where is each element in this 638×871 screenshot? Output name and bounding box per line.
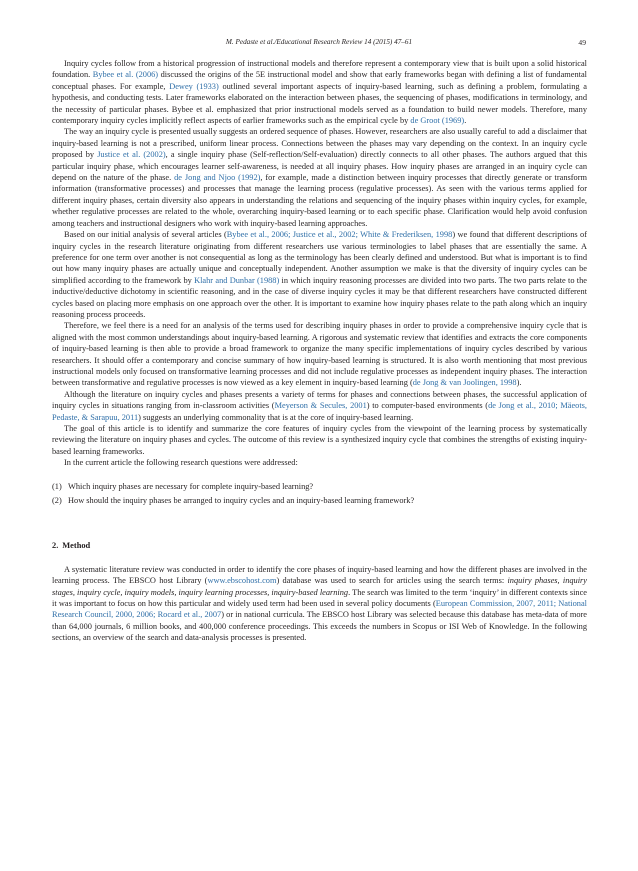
text-run: Therefore, we feel there is a need for an analysis of the terms used for describing inquiry phases in order to provide a comprehensive inquiry cycle that is aligned with the most common understandings about inquiry-based learning. A rigorous and systematic review that identifies and extracts the core components of inquiry-based learning is then able to provide a broad framework to organize the many specific implementations of inquiry cycles described by various researchers. It should offer a contemporary and concise summary of how inquiry-based learning is structured. It is also worth mentioning that most previous instructional models only focused on transformative learning processes and did not include regulative processes as independent inquiry phases. The interaction between transformative and regulative processes is now viewed as a key element in inquiry-based learning ( [52,321,587,388]
text-run: ). [516,378,522,388]
citation-link[interactable]: European Commission, 2007, 2011; National Research Council, 2000, 2006; Rocard et al., 2007 [52,599,587,620]
text-run: ) database was used to search for articles using the search terms: [276,576,508,586]
paragraph [52,423,587,457]
text-run: ) to computer-based environments ( [366,401,489,411]
text-run: ) we found that different descriptions of inquiry cycles in the research literature originating from different researchers use various terminologies to label phases that are essentially the same. A preference for one term over another is not consequential as long as the terminology has been clearly defined and understood. But what is important is to find out how many inquiry phases are actually unique and conceptually independent. Another assumption we make is that the diversity of inquiry cycles can be simplified according to the framework by [52,230,587,285]
text-run: Based on our initial analysis of several articles ( [64,230,227,240]
section-title: Method [62,541,91,551]
citation-link[interactable]: de Groot (1969) [410,116,465,126]
citation-link[interactable]: Bybee et al. (2006) [92,70,159,80]
journal-citation: M. Pedaste et al./Educational Research Review 14 (2015) 47–61 [225,38,413,46]
question-text: How should the inquiry phases be arranged to inquiry cycles and an inquiry-based learning framework? [68,496,415,506]
citation-link[interactable]: Meyerson & Secules, 2001 [274,401,367,411]
paragraph [52,126,587,229]
citation-link[interactable]: Bybee et al., 2006; Justice et al., 2002; White & Frederiksen, 1998 [226,230,453,240]
text-run: ) or in national curricula. The EBSCO host Library was selected because this database has meta-data of more than 64,000 journals, 6 million books, and 400,000 conference proceedings. This exceeds the numbers in Scopus or ISI Web of Knowledge. In the following sections, an overview of the search and data-analysis processes is presented. [52,610,587,643]
citation-link[interactable]: Dewey (1933) [169,81,219,91]
text-run: . [464,116,467,126]
text-run: ) suggests an underlying commonality that is at the core of inquiry-based learning. [138,412,414,422]
paragraph [52,229,587,320]
paragraph [52,457,587,468]
paragraph [52,58,587,126]
method-paragraph [52,564,587,644]
text-run: . The search was limited to the term ‘inquiry’ in different contexts since it was important to focus on how this particular and widely used term had been used in several policy documents ( [52,587,587,609]
citation-link[interactable]: www.ebscohost.com [207,576,277,586]
text-run: The goal of this article is to identify and summarize the core features of inquiry cycles from the viewpoint of the learning process by systematically reviewing the literature on inquiry phases and cycles. The outcome of this review is a synthesized inquiry cycle that combines the strengths of existing inquiry-based learning frameworks. [52,424,587,456]
text-run: in which inquiry reasoning processes are divided into two parts. The two parts relate to the inductive/deductive dichotomy in scientific reasoning, and in the case of diverse inquiry cycles it may be that different researchers have constructed different cycles based on placing more emphasis on one approach over the other. It is important to examine how inquiry phases relate to the path along which an inquiry reasoning process proceeds. [52,275,587,319]
citation-link[interactable]: de Jong & van Joolingen, 1998 [412,378,517,388]
research-question [52,495,587,506]
text-run: The way an inquiry cycle is presented usually suggests an ordered sequence of phases. However, researchers are also usually careful to add a disclaimer that inquiry-based learning is not a prescribed, uniform linear process. Connections between the phases may vary depending on the context. In an inquiry cycle proposed by [52,127,587,160]
citation-link[interactable]: de Jong et al., 2010; Mäeots, Pedaste, & Sarapuu, 2011 [52,401,587,422]
text-run: Although the literature on inquiry cycles and phases presents a variety of terms for phases and connections between phases, the successful application of inquiry cycles in situations ranging from in-classroom activities ( [52,389,587,411]
question-number: (1) [52,481,62,491]
italic-text: inquiry phases, inquiry stages, inquiry cycle, inquiry models, inquiry learning processes, inquiry-based learning [52,576,588,597]
citation-link[interactable]: de Jong and Njoo (1992) [174,173,261,183]
running-header [52,38,586,50]
citation-link[interactable]: Klahr and Dunbar (1988) [194,275,280,285]
research-question [52,481,587,492]
text-run: A systematic literature review was conducted in order to identify the core phases of inquiry-based learning and how the different phases are involved in the learning process. The EBSCO host Library ( [52,564,587,586]
text-run: discussed the origins of the 5E instructional model and show that early frameworks began with defining a list of fundamental conceptual phases. For example, [52,70,587,91]
question-text: Which inquiry phases are necessary for complete inquiry-based learning? [68,481,314,491]
page-number: 49 [578,38,586,47]
research-questions-list [52,481,587,507]
section-heading [52,540,587,551]
paragraph [52,320,587,388]
text-run: , a single inquiry phase (Self-reflection/Self-evaluation) directly connects to all other phases. The authors argued that this particular inquiry phase, which encourages learner self-awareness, is needed at all inquiry phases. How inquiry phases are arranged in an inquiry cycle can depend on the nature of the phase. [52,150,587,183]
text-run: Inquiry cycles follow from a historical progression of instructional models and therefore represent a contemporary view that is built upon a solid historical foundation. [52,59,587,80]
text-run: In the current article the following research questions were addressed: [64,458,298,468]
citation-link[interactable]: Justice et al. (2002) [97,150,166,160]
text-run: , for example, made a distinction between inquiry processes that directly generate or transform information (transformative processes) and processes that manage the learning process (regulative processes). As seen with the various terms applied for different inquiry phases, certain diversity also appears in understanding the relations and sequencing of the inquiry phases within inquiry cycles, for example, whether regulative processes are related to the whole, overarching inquiry-based learning or to each specific phase. Clarification would help avoid confusion among teachers and instructional designers who work with inquiry-based learning approaches. [52,173,587,228]
section-number: 2. [52,541,59,551]
question-number: (2) [52,496,62,506]
article-body [52,58,587,644]
paragraph [52,389,587,423]
text-run: outlined several important aspects of inquiry-based learning, such as defining a problem, formulating a hypothesis, and conducting tests. Later frameworks elaborated on the interaction between phases, the sequencing of phases, modifications in terminology, and the necessity of particular phases. Bybee et al. emphasized that prior instructional models served as a foundation to build newer models. Therefore, many contemporary inquiry cycles implicitly reflect aspects of earlier frameworks such as the empirical cycle by [52,81,587,126]
